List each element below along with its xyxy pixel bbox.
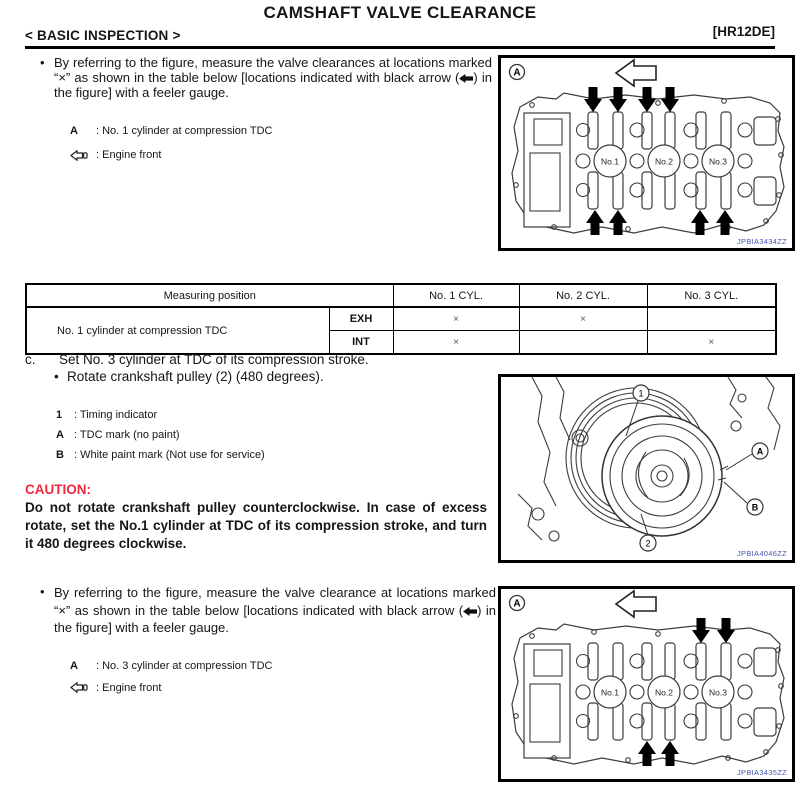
valve-clearance-table bbox=[25, 283, 777, 355]
legend-item bbox=[70, 660, 496, 672]
svg-text:No.3: No.3 bbox=[709, 687, 727, 698]
black-arrow-icon bbox=[459, 74, 473, 83]
instruction-text bbox=[54, 584, 496, 637]
legend-item bbox=[56, 449, 497, 461]
svg-text:No.2: No.2 bbox=[655, 687, 673, 698]
mark-cell: × bbox=[393, 331, 519, 355]
legend-text: : Timing indicator bbox=[74, 409, 158, 421]
legend-item bbox=[56, 429, 497, 441]
instruction-text-after: ) in the figure] with a feeler gauge. bbox=[54, 602, 497, 635]
legend-text: : White paint mark (Not use for service) bbox=[74, 449, 265, 461]
col-no3-cyl: No. 3 CYL. bbox=[647, 284, 776, 307]
bullet-marker: • bbox=[40, 584, 45, 599]
figure-code: JPBIA3434ZZ bbox=[737, 237, 787, 246]
svg-text:A: A bbox=[513, 598, 521, 610]
page-title: CAMSHAFT VALVE CLEARANCE bbox=[263, 3, 537, 22]
figure-cylinder-head-no1-tdc bbox=[498, 55, 795, 251]
svg-text:No.1: No.1 bbox=[601, 156, 619, 167]
mark-cell bbox=[647, 307, 776, 331]
mark-cell: × bbox=[647, 331, 776, 355]
legend-item bbox=[56, 409, 497, 421]
instruction-text-before: By referring to the figure, measure the valve clearance at locations marked “×” as shown in the table below [locations indicated with black arrow ( bbox=[54, 585, 496, 618]
col-no2-cyl: No. 2 CYL. bbox=[519, 284, 647, 307]
legend-key: B bbox=[56, 449, 64, 461]
step-c-line bbox=[25, 352, 497, 367]
measuring-position-cell: No. 1 cylinder at compression TDC bbox=[26, 307, 329, 354]
step-label: c. bbox=[25, 352, 36, 367]
step-text: Set No. 3 cylinder at TDC of its compression stroke. bbox=[59, 352, 369, 367]
legend-item bbox=[70, 149, 492, 161]
legend-key: A bbox=[70, 659, 78, 672]
mark-cell: × bbox=[393, 307, 519, 331]
legend-text: : Engine front bbox=[96, 681, 162, 694]
figure-cylinder-head-no3-tdc bbox=[498, 585, 795, 783]
legend-item bbox=[70, 125, 492, 137]
instruction-text bbox=[54, 55, 492, 100]
valve-type-cell: EXH bbox=[329, 307, 393, 331]
instruction-paragraph bbox=[40, 584, 496, 637]
bullet-marker: • bbox=[54, 369, 59, 384]
svg-text:No.2: No.2 bbox=[655, 156, 673, 167]
step-c-legend bbox=[56, 409, 497, 461]
legend-text: : No. 3 cylinder at compression TDC bbox=[96, 659, 273, 672]
bullet-marker: • bbox=[40, 55, 45, 70]
legend-text: : No. 1 cylinder at compression TDC bbox=[96, 125, 273, 137]
svg-text:A: A bbox=[756, 446, 764, 457]
svg-text:No.3: No.3 bbox=[709, 156, 727, 167]
instruction-text-before: By referring to the figure, measure the valve clearances at locations marked “×” as shown in the table below [locations indicated with black arrow ( bbox=[54, 55, 492, 85]
figure-code: JPBIA3435ZZ bbox=[737, 768, 787, 777]
col-measuring-position: Measuring position bbox=[26, 284, 393, 307]
table-header-row bbox=[26, 284, 776, 307]
bullet-text: Rotate crankshaft pulley (2) (480 degrees). bbox=[67, 369, 324, 384]
engine-code-badge: [HR12DE] bbox=[712, 24, 775, 39]
svg-text:No.1: No.1 bbox=[601, 687, 619, 698]
mark-cell: × bbox=[519, 307, 647, 331]
engine-front-arrow-icon bbox=[70, 682, 96, 693]
legend-text: : TDC mark (no paint) bbox=[74, 429, 180, 441]
step-c-bullet bbox=[54, 369, 497, 384]
svg-text:2: 2 bbox=[645, 538, 651, 549]
valve-type-cell: INT bbox=[329, 331, 393, 355]
legend-item bbox=[70, 682, 496, 694]
instruction-text-after: ) in the figure] with a feeler gauge. bbox=[54, 70, 492, 100]
header-rule bbox=[25, 46, 775, 49]
figure-crankshaft-pulley bbox=[498, 374, 795, 563]
legend-text: : Engine front bbox=[96, 149, 162, 161]
col-no1-cyl: No. 1 CYL. bbox=[393, 284, 519, 307]
caution-text: Do not rotate crankshaft pulley counterclockwise. In case of excess rotate, set the No.1 cylinder at TDC of its compression stroke, and turn it 480 degrees clockwise. bbox=[25, 500, 487, 551]
svg-text:B: B bbox=[751, 502, 759, 513]
black-arrow-icon bbox=[463, 607, 477, 616]
mark-cell bbox=[519, 331, 647, 355]
figure-code: JPBIA4046ZZ bbox=[737, 549, 787, 558]
table-row-exh bbox=[26, 307, 776, 331]
engine-front-arrow-icon bbox=[70, 150, 96, 161]
step-c-block bbox=[25, 352, 497, 553]
legend-key: 1 bbox=[56, 409, 63, 421]
engine-head-drawing bbox=[512, 93, 784, 233]
svg-text:A: A bbox=[513, 67, 521, 79]
instruction-paragraph bbox=[40, 55, 492, 100]
section-heading: < BASIC INSPECTION > bbox=[25, 28, 181, 43]
caution-label: CAUTION: bbox=[25, 482, 91, 497]
step-b2-block bbox=[40, 584, 496, 694]
legend-key: A bbox=[56, 429, 64, 441]
legend-key: A bbox=[70, 125, 78, 137]
step-b1-block bbox=[40, 55, 492, 161]
svg-text:1: 1 bbox=[638, 388, 644, 399]
